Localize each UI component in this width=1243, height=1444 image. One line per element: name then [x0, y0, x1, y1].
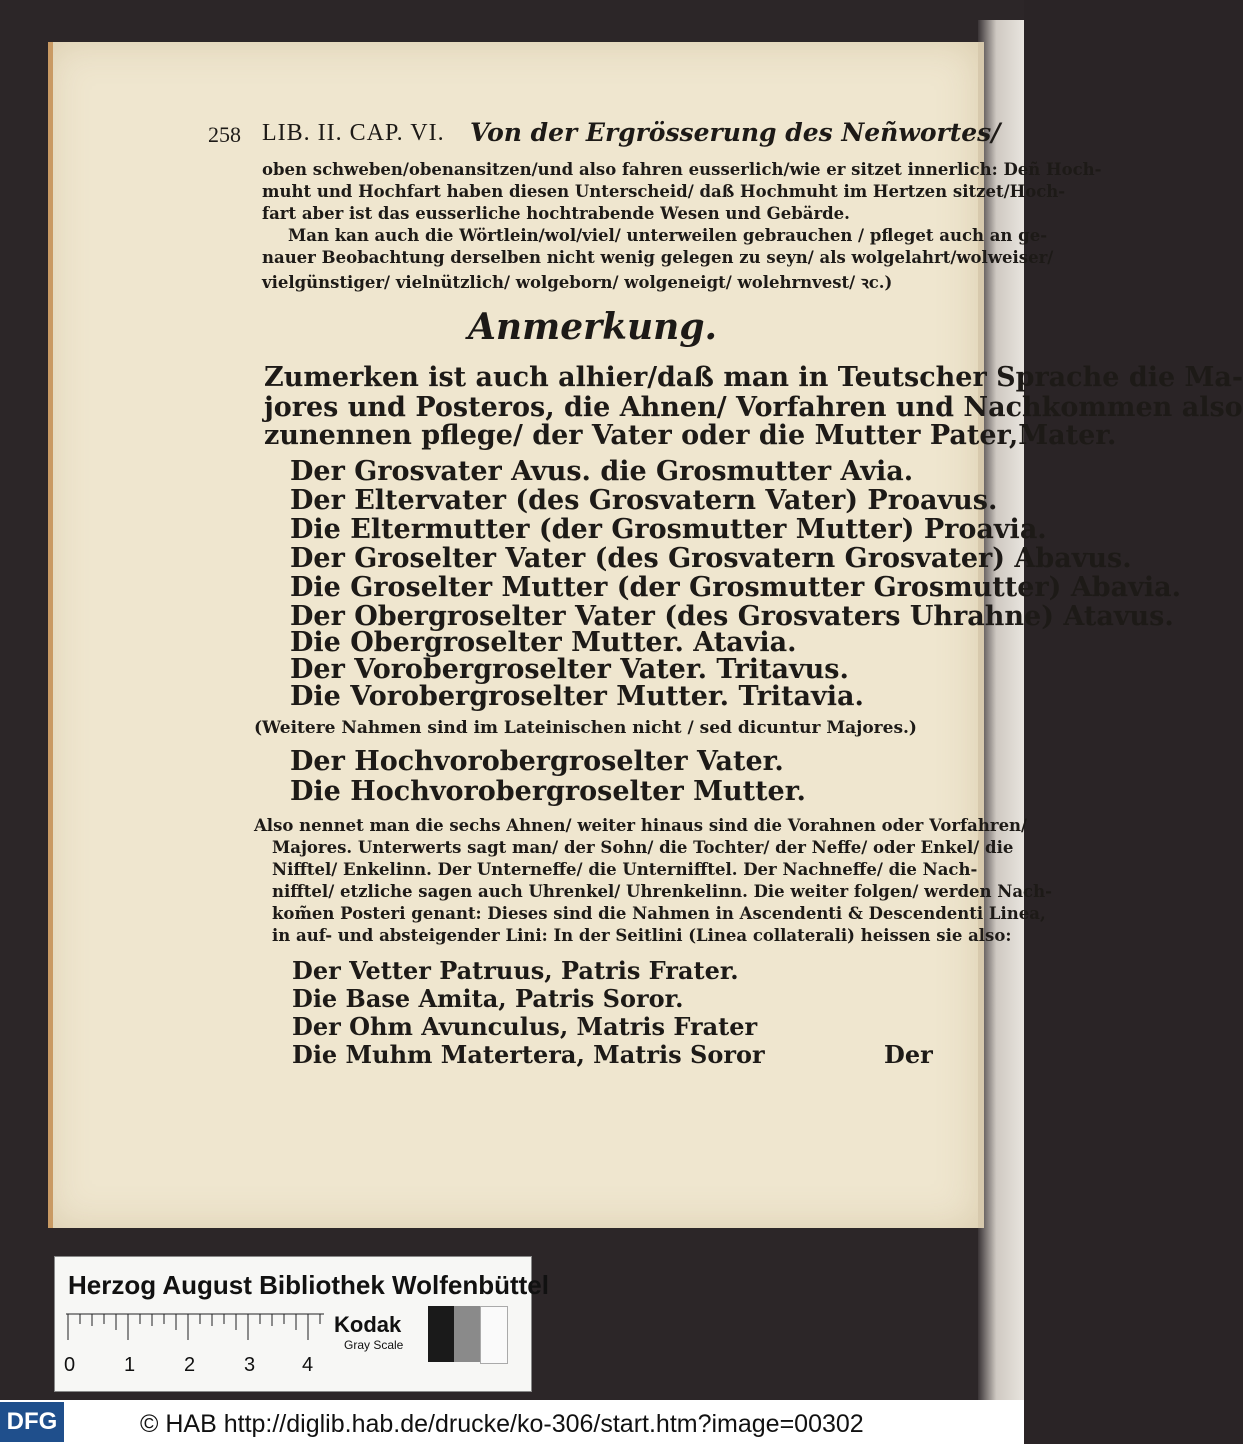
ruler-number: 2	[184, 1354, 196, 1376]
ruler-scale	[66, 1312, 324, 1352]
text-line: Nifftel/ Enkelinn. Der Unterneffe/ die Unternifftel. Der Nachneffe/ die Nach-	[272, 860, 978, 879]
genealogy-line: Der Obergroselter Vater (des Grosvaters Uhrahne) Atavus.	[290, 601, 1174, 632]
genealogy-line: Die Obergroselter Mutter. Atavia.	[290, 627, 797, 658]
text-line: oben schweben/obenansitzen/und also fahren eusserlich/wie er sitzet innerlich: Deñ Hoch-	[262, 160, 1102, 179]
ruler-number: 0	[64, 1354, 76, 1376]
genealogy-line: Der Eltervater (des Grosvatern Vater) Proavus.	[290, 485, 998, 516]
genealogy-line: Die Eltermutter (der Grosmutter Mutter) Proavia.	[290, 514, 1047, 545]
ruler-number: 4	[302, 1354, 314, 1376]
kodak-brand: Kodak	[334, 1312, 402, 1337]
genealogy-line: Die Groselter Mutter (der Grosmutter Grosmutter) Abavia.	[290, 572, 1181, 603]
relative-line: Der Vetter Patruus, Patris Frater.	[292, 956, 739, 985]
text-line: Majores. Unterwerts sagt man/ der Sohn/ die Tochter/ der Neffe/ oder Enkel/ die	[272, 838, 1014, 857]
copyright-link[interactable]: © HAB http://diglib.hab.de/drucke/ko-306/start.htm?image=00302	[140, 1410, 864, 1438]
intro-line: Zumerken ist auch alhier/daß man in Teutscher Sprache die Ma-	[264, 362, 1243, 393]
genealogy-line: Der Groselter Vater (des Grosvatern Grosvater) Abavus.	[290, 543, 1132, 574]
gray-swatch-black	[428, 1306, 454, 1362]
page-number: 258	[208, 122, 241, 147]
relative-line: Die Muhm Matertera, Matris Soror	[292, 1040, 765, 1069]
genealogy-line: Die Hochvorobergroselter Mutter.	[290, 776, 806, 807]
note-line: (Weitere Nahmen sind im Lateinischen nicht / sed dicuntur Majores.)	[254, 718, 917, 738]
genealogy-line: Die Vorobergroselter Mutter. Tritavia.	[290, 681, 864, 712]
text-line: vielgünstiger/ vielnützlich/ wolgeborn/ wolgeneigt/ wolehrnvest/ ꝛc.)	[262, 273, 893, 292]
relative-line: Die Base Amita, Patris Soror.	[292, 984, 684, 1013]
text-line: nifftel/ etzliche sagen auch Uhrenkel/ Uhrenkelinn. Die weiter folgen/ werden Nach-	[272, 882, 1052, 901]
intro-line: jores und Posteros, die Ahnen/ Vorfahren und Nachkommen also	[264, 392, 1243, 423]
ruler-number: 3	[244, 1354, 256, 1376]
page-edge	[48, 42, 53, 1228]
intro-line: zunennen pflege/ der Vater oder die Mutter Pater,Mater.	[264, 420, 1117, 451]
text-line: Also nennet man die sechs Ahnen/ weiter hinaus sind die Vorahnen oder Vorfahren/	[254, 816, 1028, 835]
text-line: in auf- und absteigender Lini: In der Seitlini (Linea collaterali) heissen sie also:	[272, 926, 1012, 945]
dfg-logo: DFG	[0, 1402, 64, 1442]
gray-swatch-mid	[454, 1306, 480, 1362]
book-reference: LIB. II. CAP. VI.	[262, 120, 445, 146]
gray-swatch-white	[480, 1306, 508, 1364]
text-line: nauer Beobachtung derselben nicht wenig gelegen zu seyn/ als wolgelahrt/wolweiser/	[262, 248, 1054, 267]
relative-line: Der Ohm Avunculus, Matris Frater	[292, 1012, 758, 1041]
text-line: fart aber ist das eusserliche hochtrabende Wesen und Gebärde.	[262, 204, 850, 223]
kodak-subtitle: Gray Scale	[344, 1338, 404, 1352]
institution-name: Herzog August Bibliothek Wolfenbüttel	[68, 1270, 549, 1300]
running-title: Von der Ergrösserung des Neñwortes/	[470, 118, 1001, 147]
section-heading: Anmerkung.	[468, 306, 718, 348]
text-line: muht und Hochfart haben diesen Unterscheid/ daß Hochmuht im Hertzen sitzet/Hoch-	[262, 182, 1066, 201]
genealogy-line: Der Hochvorobergroselter Vater.	[290, 746, 784, 777]
text-line: Man kan auch die Wörtlein/wol/viel/ unterweilen gebrauchen / pfleget auch an ge-	[288, 226, 1048, 245]
text-line: kom̃en Posteri genant: Dieses sind die Nahmen in Ascendenti & Descendenti Linea,	[272, 904, 1046, 923]
catchword: Der	[884, 1040, 933, 1069]
genealogy-line: Der Grosvater Avus. die Grosmutter Avia.	[290, 456, 914, 487]
ruler-number: 1	[124, 1354, 136, 1376]
genealogy-line: Der Vorobergroselter Vater. Tritavus.	[290, 654, 849, 685]
